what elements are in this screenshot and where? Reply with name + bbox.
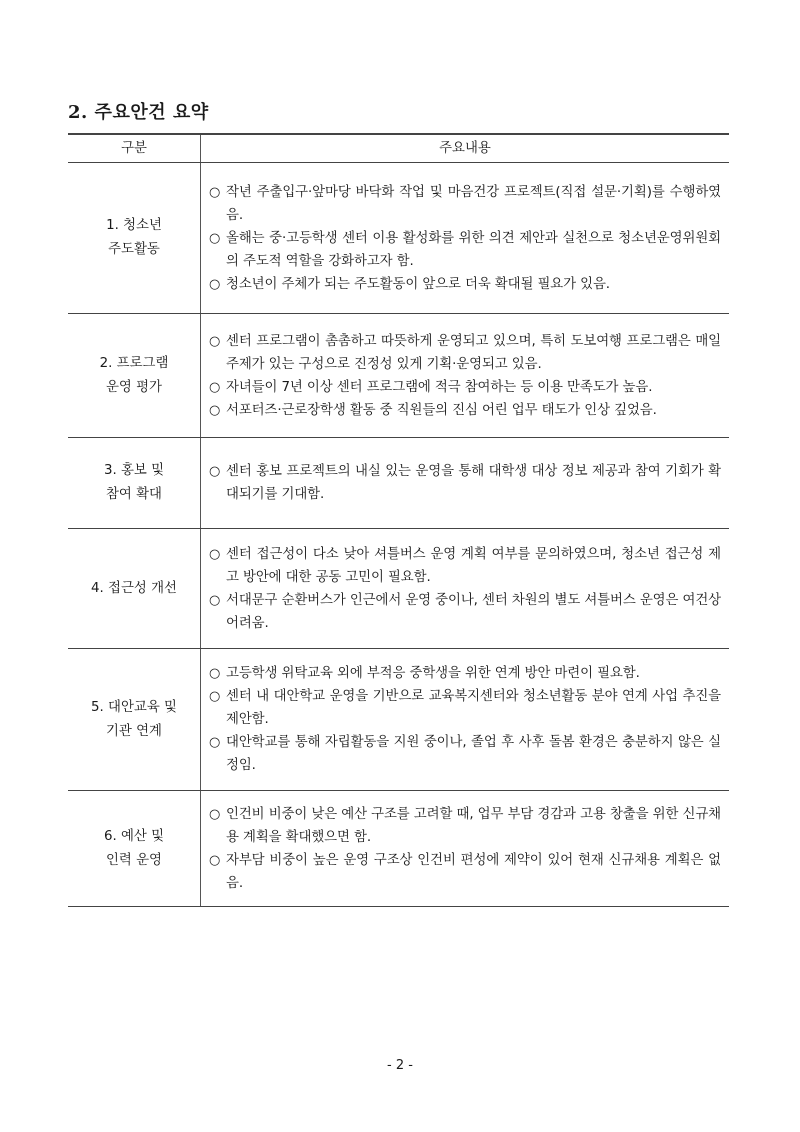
table-row (68, 649, 729, 791)
category-line: 1. 청소년 (106, 218, 162, 233)
row-category (68, 438, 201, 529)
category-line: 운영 평가 (106, 379, 162, 395)
item-text: 올해는 중·고등학생 센터 이용 활성화를 위한 의견 제안과 실천으로 청소년운영위원회의 주도적 역할을 강화하고자 함. (226, 230, 721, 269)
circle-bullet-icon: ○ (209, 546, 221, 562)
item-text: 대안학교를 통해 자립활동을 지원 중이나, 졸업 후 사후 돌봄 환경은 충분하지 않은 실정임. (226, 735, 721, 773)
row-content (201, 438, 730, 529)
table-row (68, 791, 729, 907)
row-category (68, 529, 201, 649)
item-text: 센터 접근성이 다소 낮아 셔틀버스 운영 계획 여부를 문의하였으며, 청소년 접근성 제고 방안에 대한 공동 고민이 필요함. (226, 546, 721, 585)
item-text: 인건비 비중이 낮은 예산 구조를 고려할 때, 업무 부담 경감과 고용 창출을 위한 신규채용 계획을 확대했으면 함. (226, 806, 721, 845)
category-line: 2. 프로그램 (99, 355, 169, 371)
table-row (68, 163, 729, 314)
circle-bullet-icon: ○ (209, 402, 221, 418)
list-item (209, 460, 721, 506)
item-text: 센터 프로그램이 촘촘하고 따뜻하게 운영되고 있으며, 특히 도보여행 프로그램은 매일 주제가 있는 구성으로 진정성 있게 기획·운영되고 있음. (226, 333, 721, 372)
list-item (209, 376, 721, 399)
list-item (209, 399, 721, 422)
item-text: 센터 내 대안학교 운영을 기반으로 교육복지센터와 청소년활동 분야 연계 사업 추진을 제안함. (226, 689, 721, 727)
row-content (201, 163, 730, 314)
table-body (68, 163, 729, 907)
list-item (209, 181, 721, 227)
circle-bullet-icon: ○ (209, 184, 221, 200)
list-item (209, 662, 721, 685)
list-item (209, 589, 721, 635)
row-content (201, 529, 730, 649)
category-line: 5. 대안교육 및 (91, 699, 177, 715)
list-item (209, 803, 721, 849)
row-content (201, 314, 730, 438)
row-category (68, 791, 201, 907)
list-item (209, 227, 721, 273)
list-item (209, 330, 721, 376)
item-text: 고등학생 위탁교육 외에 부적응 중학생을 위한 연계 방안 마련이 필요함. (226, 666, 640, 681)
list-item (209, 273, 721, 296)
item-text: 자녀들이 7년 이상 센터 프로그램에 적극 참여하는 등 이용 만족도가 높음. (226, 379, 653, 395)
category-line: 3. 홍보 및 (103, 463, 165, 478)
table-header-row (68, 134, 729, 163)
list-item (209, 685, 721, 731)
header-category: 구분 (68, 134, 201, 163)
row-content (201, 649, 730, 791)
category-line: 주도활동 (108, 242, 160, 257)
row-content (201, 791, 730, 907)
circle-bullet-icon: ○ (209, 276, 221, 292)
item-text: 센터 홍보 프로젝트의 내실 있는 운영을 통해 대학생 대상 정보 제공과 참여 기회가 확대되기를 기대함. (226, 464, 721, 502)
circle-bullet-icon: ○ (209, 852, 221, 868)
table-row (68, 438, 729, 529)
item-text: 자부담 비중이 높은 운영 구조상 인건비 편성에 제약이 있어 현재 신규채용 계획은 없음. (226, 852, 721, 891)
row-category (68, 314, 201, 438)
category-line: 참여 확대 (106, 487, 162, 502)
circle-bullet-icon: ○ (209, 592, 221, 608)
header-content: 주요내용 (201, 134, 730, 163)
circle-bullet-icon: ○ (209, 666, 221, 681)
category-line: 기관 연계 (106, 723, 162, 739)
circle-bullet-icon: ○ (209, 464, 221, 479)
category-line: 인력 운영 (106, 852, 162, 868)
circle-bullet-icon: ○ (209, 806, 221, 822)
circle-bullet-icon: ○ (209, 230, 221, 246)
row-category (68, 163, 201, 314)
category-line: 4. 접근성 개선 (91, 580, 177, 596)
page-number: - 2 - (387, 1058, 413, 1073)
section-title: 2. 주요안건 요약 (68, 102, 209, 123)
item-text: 작년 주출입구·앞마당 바닥화 작업 및 마음건강 프로젝트(직접 설문·기획)를 수행하였음. (226, 184, 721, 223)
table-row (68, 314, 729, 438)
summary-table (68, 133, 729, 907)
table-row (68, 529, 729, 649)
list-item (209, 849, 721, 895)
row-category (68, 649, 201, 791)
circle-bullet-icon: ○ (209, 379, 221, 395)
circle-bullet-icon: ○ (209, 735, 221, 750)
item-text: 청소년이 주체가 되는 주도활동이 앞으로 더욱 확대될 필요가 있음. (226, 276, 610, 292)
circle-bullet-icon: ○ (209, 333, 221, 349)
circle-bullet-icon: ○ (209, 689, 221, 704)
category-line: 6. 예산 및 (103, 828, 165, 844)
list-item (209, 543, 721, 589)
item-text: 서대문구 순환버스가 인근에서 운영 중이나, 센터 차원의 별도 셔틀버스 운영은 여건상 어려움. (226, 592, 721, 631)
list-item (209, 731, 721, 777)
item-text: 서포터즈·근로장학생 활동 중 직원들의 진심 어린 업무 태도가 인상 깊었음. (226, 402, 657, 418)
